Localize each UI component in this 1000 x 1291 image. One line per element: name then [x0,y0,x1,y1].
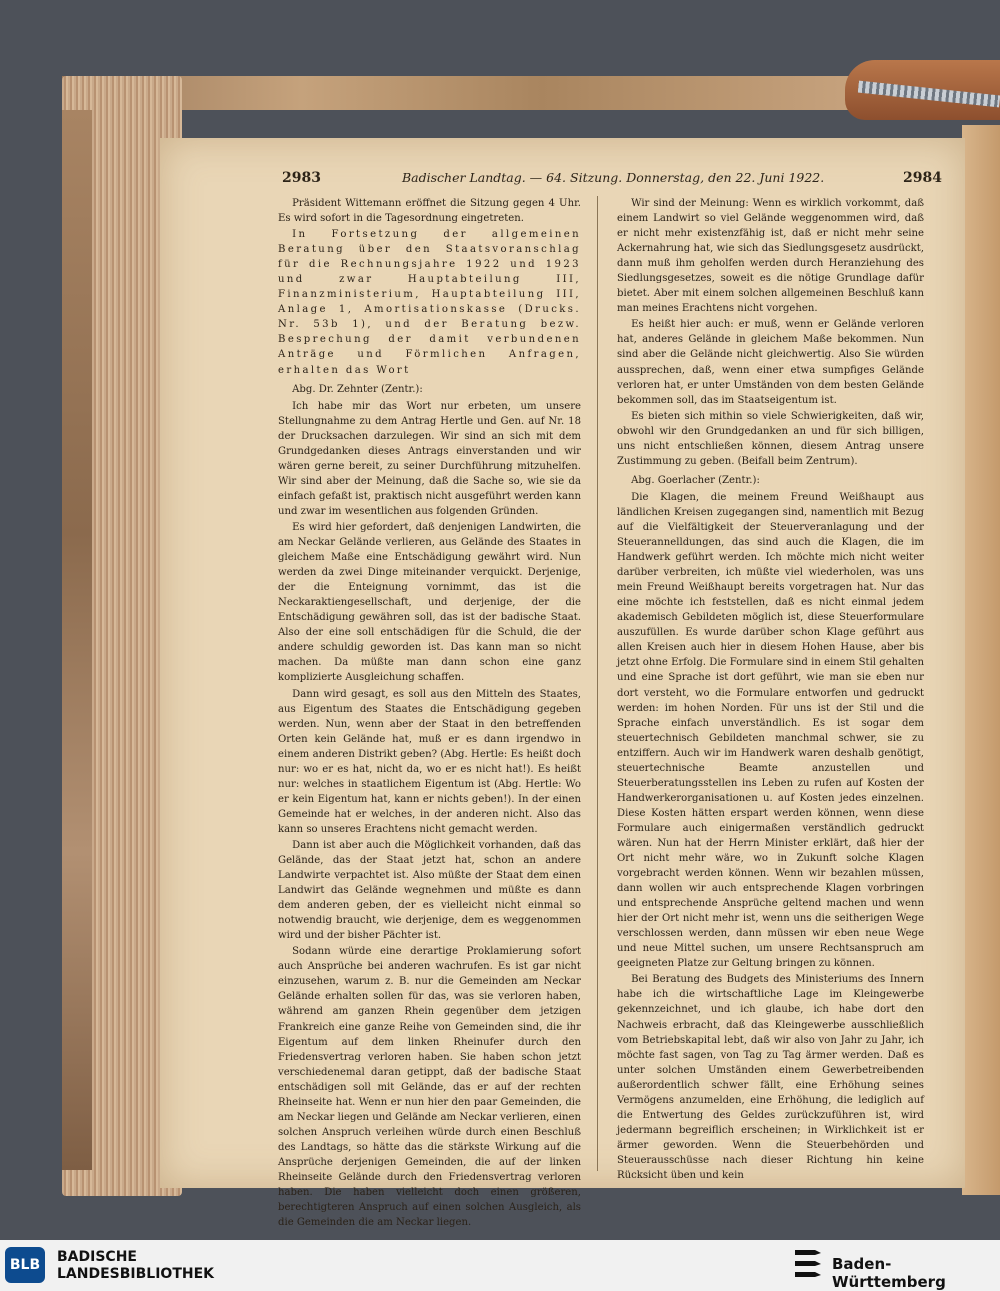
paragraph: Die Klagen, die meinem Freund Weißhaupt aus ländlichen Kreisen zugegangen sind, namentlich mit Bezug auf die Vielfältigkeit der Steuerveranlagung und der Steuerannelldungen, das sind auch die Klagen, die im Handwerk geführt werden. Ich möchte mich nicht weiter darüber verbreiten, ich müßte viel wiederholen, was uns mein Freund Weißhaupt bereits vorgetragen hat. Nur das eine möchte ich feststellen, daß es nicht einmal jedem akademisch Gebildeten möglich ist, diese Steuerformulare auszufüllen. Es wurde darüber schon Klage geführt aus allen Kreisen auch hier in diesem Hohen Hause, aber bis jetzt ohne Erfolg. Die Formulare sind in einem Stil gehalten und eine Sprache ist dort geführt, wie man sie eben nur dort versteht, wo die Formulare entworfen und gedruckt werden: im hohen Norden. Für uns ist der Stil und die Sprache einfach unverständlich. Es ist sogar dem steuertechnisch Gebildeten manchmal schwer, sie zu entziffern. Auch wir im Handwerk waren deshalb genötigt, steuertechnische Beamte anzustellen und Steuerberatungsstellen ins Leben zu rufen auf Kosten der Handwerkerorganisationen u. auf Kosten jedes einzelnen. Diese Kosten hätten erspart werden können, wenn diese Formulare auch einigermaßen verständlich gedruckt wären. Nun hat der Herrn Minister erklärt, daß hier der Ort nicht mehr wäre, wo in Zukunft solche Klagen vorgebracht werden können. Wenn wir bezahlen müssen, dann wollen wir auch entsprechende Klagen vorbringen und entsprechende Ansprüche geltend machen und wenn hier der Ort nicht mehr ist, wenn uns die seitherigen Wege verschlossen werden, dann müssen wir eben neue Wege und neue Mittel suchen, um unsere Rechtsanspruch am geeigneten Platze zur Geltung bringen zu können. [617,491,924,970]
left-column [278,196,581,1229]
paragraph: Präsident Wittemann eröffnet die Sitzung gegen 4 Uhr. Es wird sofort in die Tagesordnung eingetreten. [278,198,581,225]
paragraph: Es bieten sich mithin so viele Schwierigkeiten, daß wir, obwohl wir den Grundgedanken an und für sich billigen, uns nicht entschließen können, diesem Antrag unsere Zustimmung zu geben. (Beifall beim Zentrum). [617,410,924,467]
book-top-edge [62,76,862,110]
paragraph: Es heißt hier auch: er muß, wenn er Gelände verloren hat, anderes Gelände in gleichem Maße bekommen. Nun sind aber die Gelände nicht gleichwertig. Also Sie würden aussprechen, daß, wenn einer etwa sumpfiges Gelände verloren hat, er unter Umständen von dem besten Gelände bekommen soll, das im Staatseigentum ist. [617,319,924,406]
page-number-left: 2983 [282,170,321,186]
book-cover-edge [62,110,92,1170]
library-name-line2: LANDESBIBLIOTHEK [57,1266,215,1282]
library-name-line1: BADISCHE [57,1249,137,1265]
page-number-right: 2984 [903,170,942,186]
right-column [617,196,924,1181]
speaker-heading: Abg. Dr. Zehnter (Zentr.): [292,383,423,395]
paragraph: Dann ist aber auch die Möglichkeit vorhanden, daß das Gelände, das der Staat jetzt hat, schon an andere Landwirte verpachtet ist. Also müßte der Staat dem einen Landwirt das Gelände wegnehmen und müßte es dann dem anderen geben, der es vielleicht nicht einmal so notwendig braucht, wie derjenige, dem es weggenommen wird und der bisher Pächter ist. [278,839,581,942]
speaker-heading: Abg. Goerlacher (Zentr.): [631,474,760,486]
paragraph: Sodann würde eine derartige Proklamierung sofort auch Ansprüche bei anderen wachrufen. Es ist gar nicht einzusehen, warum z. B. nur die Gemeinden am Neckar Gelände erhalten sollen für das, was sie verloren haben, während am ganzen Rhein gegenüber dem jetzigen Frankreich eine ganze Reihe von Gemeinden sind, die ihr Eigentum auf dem linken Rheinufer durch den Friedensvertrag verloren haben. Sie haben schon jetzt verschiedenemal daran getippt, daß der badische Staat entschädigen soll mit Gelände, das er auf der rechten Rheinseite hat. Wenn er nun hier den paar Gemeinden, die am Neckar liegen und Gelände am Neckar verlieren, einen solchen Anspruch verleihen würde durch einen Beschluß des Landtags, so hätte das die stärkste Wirkung auf die Ansprüche derjenigen Gemeinden, die auf der linken Rheinseite Gelände durch den Friedensvertrag verloren haben. Die haben vielleicht doch einen größeren, berechtigteren Anspruch auf einen solchen Ausgleich, als die Gemeinden die am Neckar liegen. [278,946,581,1229]
header-title: Badischer Landtag. — 64. Sitzung. Donnerstag, den 22. Juni 1922. [402,170,825,185]
library-name[interactable] [57,1249,214,1283]
paragraph: Ich habe mir das Wort nur erbeten, um unsere Stellungnahme zu dem Antrag Hertle und Gen. auf Nr. 18 der Drucksachen darzulegen. Wir sind an sich mit dem Grundgedanken dieses Antrags einverstanden und wir wären gerne bereit, zu seiner Durchführung mitzuhelfen. Wir sind aber der Meinung, daß die Sache so, wie sie da einfach gefaßt ist, praktisch nicht ausgeführt werden kann und zwar im wesentlichen aus folgenden Gründen. [278,400,581,517]
paragraph: Bei Beratung des Budgets des Ministeriums des Innern habe ich die wirtschaftliche Lage im Kleingewerbe gekennzeichnet, und ich glaube, ich habe dort den Nachweis erbracht, daß das Kleingewerbe ausschließlich vom Betriebskapital lebt, daß wir also von Jahr zu Jahr, ich möchte fast sagen, von Tag zu Tag ärmer werden. Daß es unter solchen Umständen einem Gewerbetreibenden außerordentlich schwer fällt, eine Erhöhung seines Vermögens anzumelden, eine Erhöhung, die lediglich auf die Entwertung des Geldes zurückzuführen ist, wird jedermann begreiflich erscheinen; in Wirklichkeit ist er ärmer geworden. Wenn die Steuerbehörden und Steuerausschüsse nach dieser Richtung hin keine Rücksicht üben und kein [617,974,924,1181]
paragraph: Dann wird gesagt, es soll aus den Mitteln des Staates, aus Eigentum des Staates die Entschädigung gegeben werden. Nun, wenn aber der Staat in den betreffenden Orten kein Gelände hat, muß er es dann irgendwo in einem anderen Distrikt geben? (Abg. Hertle: Es heißt doch nur: wo er es hat, nicht da, wo er es nicht hat!). Es heißt nur: welches in staatlichem Eigentum ist (Abg. Hertle: Wo er kein Eigentum hat, kann er nichts geben!). In der einen Gemeinde hat er welches, in der anderen nicht. Also das kann so unseres Erachtens nicht gemacht werden. [278,688,581,835]
facing-page-edge [962,125,1000,1195]
running-header [262,170,952,188]
paragraph: Wir sind der Meinung: Wenn es wirklich vorkommt, daß einem Landwirt so viel Gelände weggenommen wird, daß er nicht mehr existenzfähig ist, daß er nicht mehr seine Ackernahrung hat, wie sich das Siedlungsgesetz ausdrückt, dann muß ihm geholfen werden durch Heranziehung des Siedlungsgesetzes, soweit es die nötige Grundlage dafür bietet. Aber mit einem solchen allgemeinen Beschluß kann man meines Erachtens nicht vorgehen. [617,198,924,315]
viewer-footer [0,1240,1000,1291]
state-name[interactable]: Baden-Württemberg [832,1255,946,1291]
column-divider [597,196,598,1171]
paragraph: In Fortsetzung der allgemeinen Beratung über den Staatsvoranschlag für die Rechnungsjahre 1922 und 1923 und zwar Hauptabteilung III, Finanzministerium, Hauptabteilung III, Anlage 1, Amortisationskasse (Drucks. Nr. 53b 1), und der Beratung bezw. Besprechung der damit verbundenen Anträge und Förmlichen Anfragen, erhalten das Wort [278,229,581,376]
paragraph: Es wird hier gefordert, daß denjenigen Landwirten, die am Neckar Gelände verlieren, aus Gelände des Staates in gleichem Maße eine Entschädigung gewährt wird. Nun werden da zwei Dinge miteinander verquickt. Derjenige, der die Enteignung vornimmt, das ist die Neckaraktiengesellschaft, und derjenige, der die Entschädigung gewähren soll, das ist der badische Staat. Also der eine soll entschädigen für die Schuld, die der andere schuldig geworden ist. Das kann man so nicht machen. Da müßte man dann schon eine ganz komplizierte Ausgleichung schaffen. [278,521,581,684]
bw-lions-icon [792,1246,824,1284]
blb-logo[interactable]: BLB [5,1247,45,1283]
